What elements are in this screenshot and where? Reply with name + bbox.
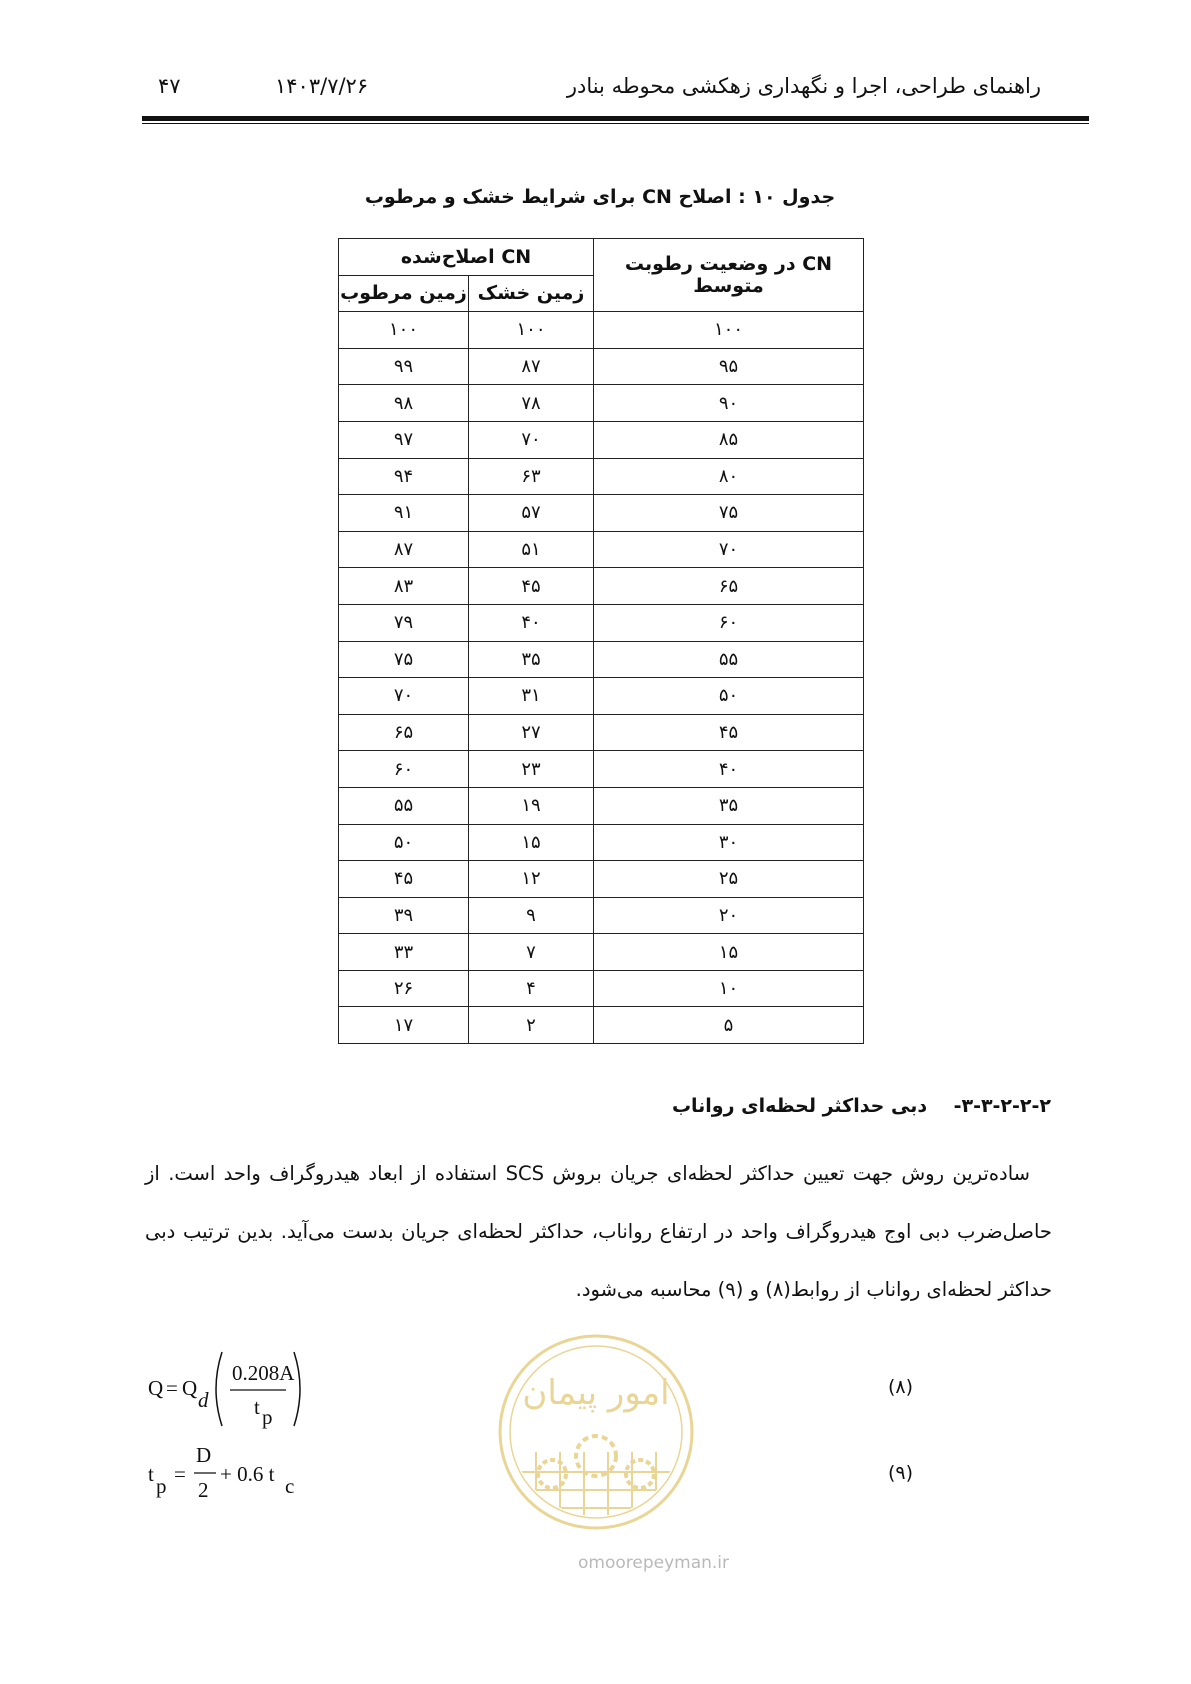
cell-wet-soil: ۵۵ [339,787,469,824]
cell-wet-soil: ۳۳ [339,934,469,971]
header-rule-thin [142,123,1089,124]
cell-dry-soil: ۴۵ [469,568,594,605]
watermark-logo-icon [496,1332,696,1547]
table-row [339,312,864,349]
cell-dry-soil: ۱۲ [469,861,594,898]
running-header-title: راهنمای طراحی، اجرا و نگهداری زهکشی محوطه بنادر [566,74,1041,98]
cell-cn-average: ۲۰ [594,897,864,934]
cell-cn-average: ۹۵ [594,348,864,385]
cell-dry-soil: ۳۵ [469,641,594,678]
page-number: ۴۷ [158,74,181,98]
cell-cn-average: ۴۵ [594,714,864,751]
cell-dry-soil: ۵۷ [469,495,594,532]
cell-dry-soil: ۴ [469,970,594,1007]
cell-wet-soil: ۸۳ [339,568,469,605]
equation-9 [148,1440,328,1510]
eq8-denominator-subscript: p [262,1405,273,1429]
cell-cn-average: ۸۰ [594,458,864,495]
cell-wet-soil: ۳۹ [339,897,469,934]
eq8-factor-subscript: d [198,1388,209,1412]
table-row [339,934,864,971]
cn-adjustment-table [338,238,864,1044]
equation-9-number: (۹) [888,1462,914,1484]
cell-cn-average: ۷۰ [594,531,864,568]
equation-8 [148,1348,328,1428]
cell-wet-soil: ۵۰ [339,824,469,861]
cell-dry-soil: ۱۵ [469,824,594,861]
cell-wet-soil: ۹۴ [339,458,469,495]
cell-wet-soil: ۹۸ [339,385,469,422]
cell-wet-soil: ۱۰۰ [339,312,469,349]
cell-wet-soil: ۷۵ [339,641,469,678]
cell-cn-average: ۱۰ [594,970,864,1007]
cell-dry-soil: ۴۰ [469,604,594,641]
cell-dry-soil: ۲ [469,1007,594,1044]
table-row [339,714,864,751]
paragraph-text: ساده‌ترین روش جهت تعیین حداکثر لحظه‌ای جریان بروش SCS استفاده از ابعاد هیدروگراف واحد است. از حاصل‌ضرب دبی اوج هیدروگراف واحد در ارتفاع رواناب، حداکثر لحظه‌ای جریان بدست می‌آید. بدین ترتیب دبی حداکثر لحظه‌ای رواناب از روابط(۸) و (۹) محاسبه می‌شود. [145,1162,1052,1301]
body-paragraph [145,1145,1052,1319]
cell-cn-average: ۵۰ [594,678,864,715]
table-row [339,751,864,788]
cell-cn-average: ۷۵ [594,495,864,532]
table-row [339,495,864,532]
cell-wet-soil: ۱۷ [339,1007,469,1044]
table-row [339,385,864,422]
cell-cn-average: ۸۵ [594,421,864,458]
table-row [339,1007,864,1044]
cell-cn-average: ۶۰ [594,604,864,641]
table-row [339,897,864,934]
eq9-plus-subscript: c [285,1474,295,1498]
table-row [339,861,864,898]
table-row [339,824,864,861]
cell-wet-soil: ۶۰ [339,751,469,788]
header-wet-soil: زمین مرطوب [339,275,469,312]
eq8-lhs: Q [148,1376,164,1400]
watermark-site: omoorepeyman.ir [578,1553,730,1573]
cell-cn-average: ۴۰ [594,751,864,788]
cell-dry-soil: ۷۰ [469,421,594,458]
cell-dry-soil: ۷ [469,934,594,971]
eq9-lhs: t [148,1462,154,1486]
cell-cn-average: ۱۰۰ [594,312,864,349]
cell-cn-average: ۳۰ [594,824,864,861]
cell-dry-soil: ۷۸ [469,385,594,422]
cell-dry-soil: ۱۹ [469,787,594,824]
table-row [339,421,864,458]
cell-dry-soil: ۶۳ [469,458,594,495]
watermark-text: امور پیمان [522,1373,670,1413]
cell-wet-soil: ۲۶ [339,970,469,1007]
cell-dry-soil: ۵۱ [469,531,594,568]
table-body [339,312,864,1044]
section-title: دبی حداکثر لحظه‌ای رواناب [671,1095,928,1117]
cell-cn-average: ۵۵ [594,641,864,678]
cell-cn-average: ۵ [594,1007,864,1044]
cell-wet-soil: ۹۹ [339,348,469,385]
table-row [339,641,864,678]
eq9-equals: = [174,1462,186,1486]
section-number: ۳-۳-۲-۲-۲- [953,1095,1051,1117]
header-cn-average: CN در وضعیت رطوبت متوسط [594,239,864,312]
table-row [339,348,864,385]
cell-wet-soil: ۹۱ [339,495,469,532]
cell-cn-average: ۲۵ [594,861,864,898]
cell-cn-average: ۶۵ [594,568,864,605]
cell-wet-soil: ۸۷ [339,531,469,568]
table-row [339,970,864,1007]
cell-dry-soil: ۱۰۰ [469,312,594,349]
cell-dry-soil: ۳۱ [469,678,594,715]
table-row [339,787,864,824]
header-dry-soil: زمین خشک [469,275,594,312]
table-row [339,531,864,568]
cell-dry-soil: ۲۳ [469,751,594,788]
table-row [339,458,864,495]
table-caption: جدول ۱۰ : اصلاح CN برای شرایط خشک و مرطوب [364,186,836,208]
header-rule-thick [142,116,1089,121]
cell-wet-soil: ۷۰ [339,678,469,715]
cell-cn-average: ۳۵ [594,787,864,824]
table-row [339,678,864,715]
section-heading [672,1095,1051,1117]
eq9-lhs-subscript: p [156,1474,167,1498]
table-row [339,604,864,641]
cell-wet-soil: ۹۷ [339,421,469,458]
eq8-equals: = [166,1376,178,1400]
eq8-factor: Q [182,1376,198,1400]
running-header-date: ۱۴۰۳/۷/۲۶ [275,74,369,98]
cell-dry-soil: ۸۷ [469,348,594,385]
cell-cn-average: ۹۰ [594,385,864,422]
cell-wet-soil: ۶۵ [339,714,469,751]
eq9-denominator: 2 [198,1478,209,1502]
cell-wet-soil: ۴۵ [339,861,469,898]
eq9-plus-term: + 0.6 t [220,1462,275,1486]
cell-wet-soil: ۷۹ [339,604,469,641]
cell-dry-soil: ۹ [469,897,594,934]
eq8-numerator: 0.208A [232,1361,295,1385]
eq9-numerator: D [196,1443,212,1467]
eq8-denominator: t [254,1395,260,1419]
table-row [339,568,864,605]
cell-dry-soil: ۲۷ [469,714,594,751]
equation-8-number: (۸) [888,1376,914,1398]
header-cn-adjusted: CN اصلاح‌شده [339,239,594,276]
cell-cn-average: ۱۵ [594,934,864,971]
